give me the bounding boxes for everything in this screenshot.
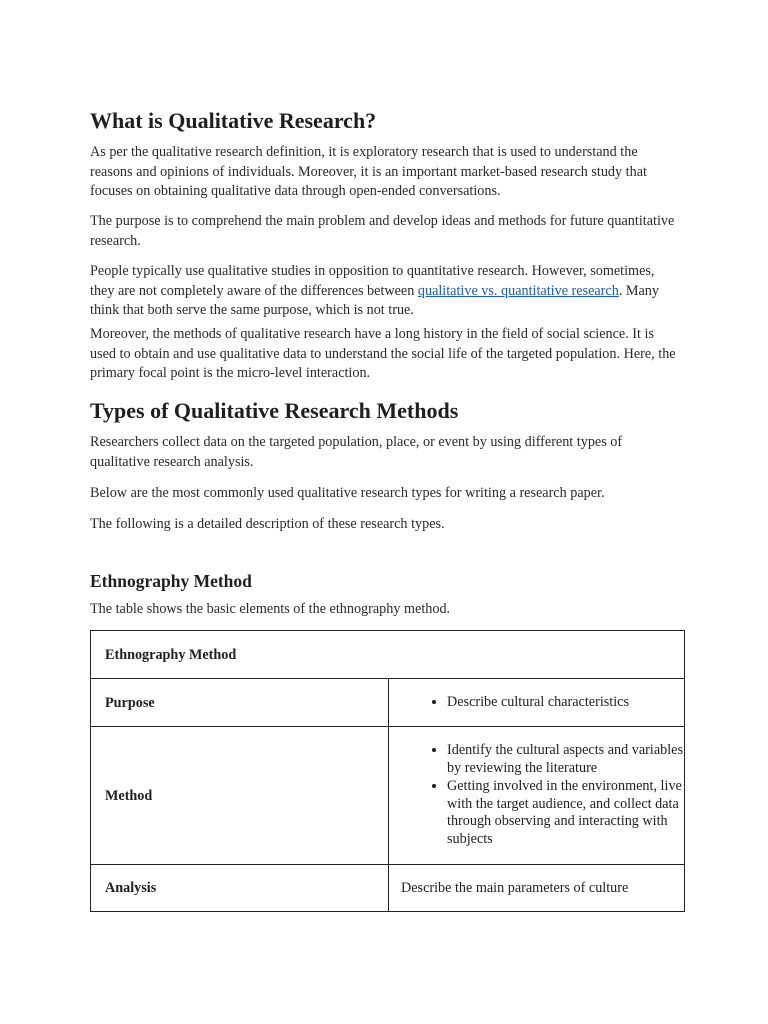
paragraph-detailed-description: The following is a detailed description of these research types. (90, 516, 445, 532)
table-header-cell: Ethnography Method (91, 631, 685, 679)
paragraph-history: Moreover, the methods of qualitative research have a long history in the field of social science. It is used to obtain and use qualitative data to understand the social life of the targeted population. Here, the primary focal point is the micro-level interaction. (90, 326, 676, 382)
paragraph-opposition (90, 262, 680, 321)
paragraph-opposition-text-end: . Many think that both serve the same purpose, which is not true. (90, 282, 659, 319)
heading-what-is-qualitative-research: What is Qualitative Research? (90, 108, 377, 133)
list-item: • Identify the cultural aspects and variables by reviewing the literature (447, 742, 684, 778)
paragraph-most-common-types: Below are the most commonly used qualitative research types for writing a research paper. (90, 485, 605, 501)
table-label-analysis: Analysis (91, 865, 389, 912)
paragraph-purpose: The purpose is to comprehend the main problem and develop ideas and methods for future quantitative research. (90, 213, 675, 249)
table-value-analysis: Describe the main parameters of culture (389, 865, 685, 912)
paragraph-definition: As per the qualitative research definition, it is exploratory research that is used to understand the reasons and opinions of individuals. Moreover, it is an important market-based research study that focuses on obtaining qualitative data through open-ended conversations. (90, 144, 647, 200)
purpose-bullet-list (401, 694, 684, 712)
paragraph-table-intro: The table shows the basic elements of the ethnography method. (90, 601, 451, 617)
paragraph-researchers-collect: Researchers collect data on the targeted population, place, or event by using different types of qualitative research analysis. (90, 434, 623, 470)
heading-ethnography-method: Ethnography Method (90, 571, 252, 591)
table-label-purpose: Purpose (91, 679, 389, 727)
ethnography-table (90, 630, 685, 912)
table-row-method (91, 727, 685, 865)
table-header-row (91, 631, 685, 679)
paragraph-opposition-text: People typically use qualitative studies in opposition to quantitative research. However, sometimes, they are not completely aware of the differences between (90, 263, 655, 299)
table-value-purpose (389, 679, 685, 727)
list-item: • Getting involved in the environment, live with the target audience, and collect data through observing and interacting with subjects (447, 778, 684, 849)
table-value-method (389, 727, 685, 865)
list-item: • Describe cultural characteristics (447, 694, 684, 712)
method-bullet-list (401, 742, 684, 849)
qualitative-vs-quantitative-link[interactable]: qualitative vs. quantitative research (417, 282, 619, 299)
table-row-purpose (91, 679, 685, 727)
heading-types-of-qualitative-research: Types of Qualitative Research Methods (90, 398, 459, 423)
table-label-method: Method (91, 727, 389, 865)
table-row-analysis (91, 865, 685, 912)
